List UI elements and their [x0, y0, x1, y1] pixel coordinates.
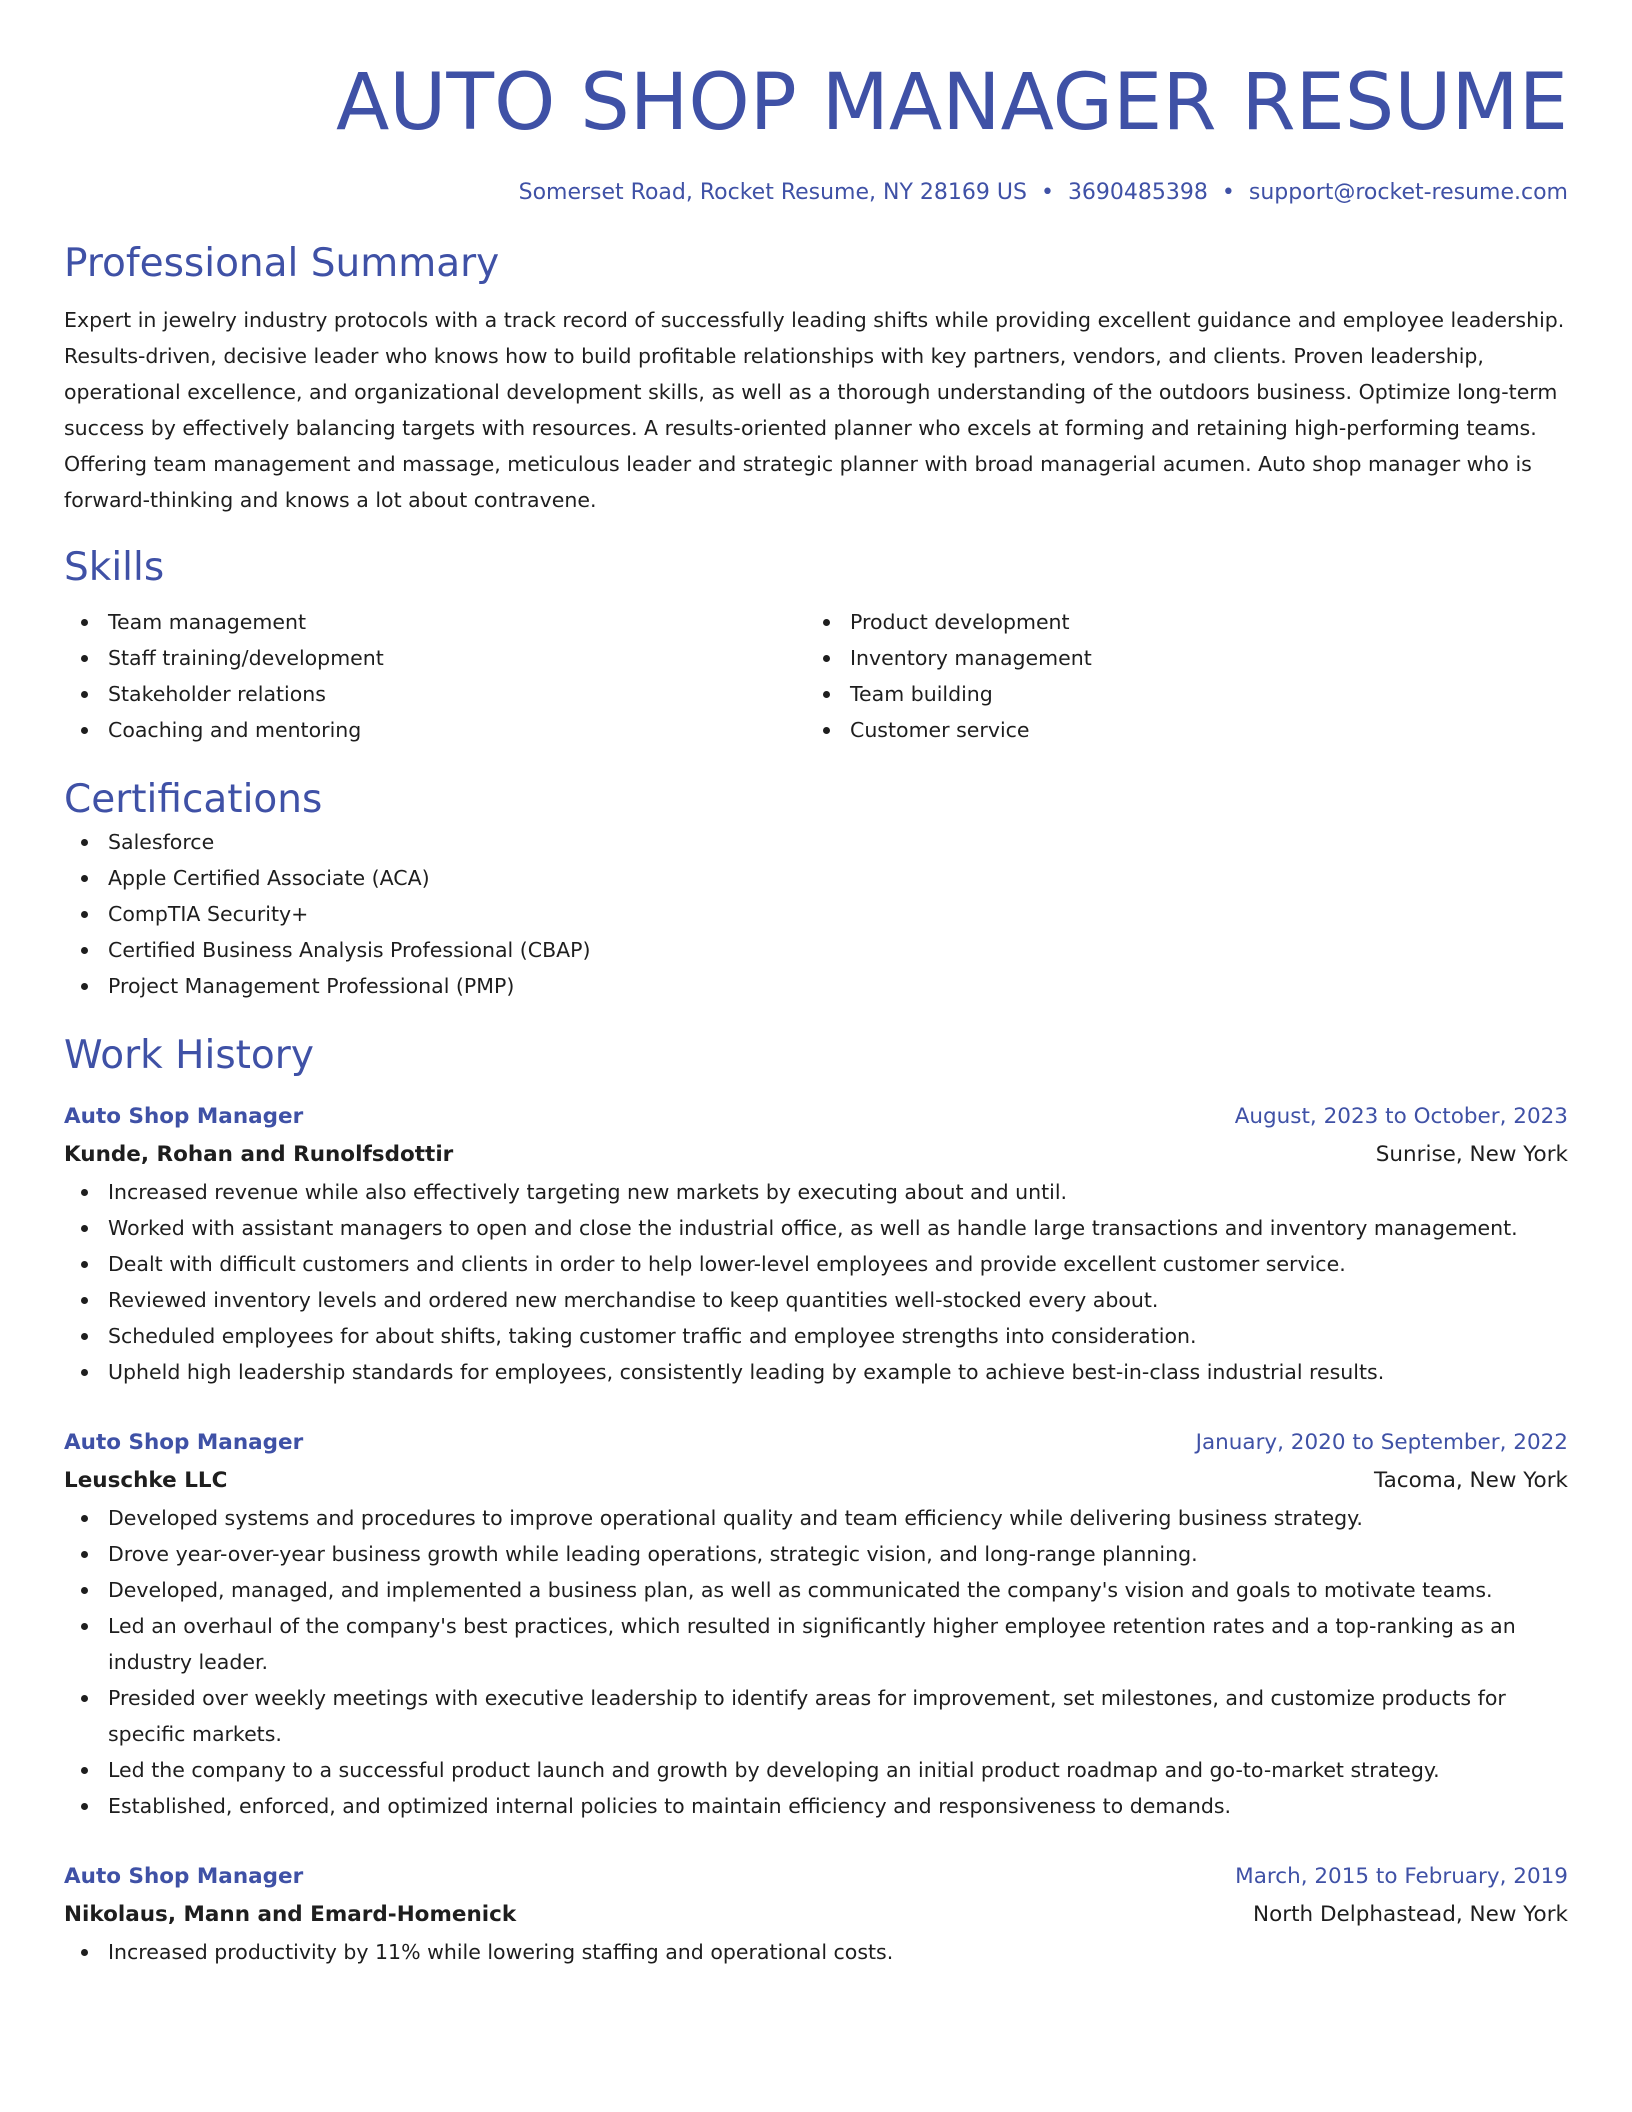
skills-column-left: [64, 604, 806, 748]
skill-item: Stakeholder relations: [64, 676, 806, 712]
contact-phone: 3690485398: [1067, 180, 1208, 205]
job-entry: [64, 1098, 1568, 1390]
job-dates: January, 2020 to September, 2022: [1195, 1430, 1568, 1455]
job-company: Nikolaus, Mann and Emard-Homenick: [64, 1902, 517, 1927]
section-heading-work-history: Work History: [64, 1033, 314, 1078]
job-bullet: Developed systems and procedures to improve operational quality and team efficiency while delivering business strategy.: [64, 1500, 1568, 1536]
skills-section: [64, 544, 1568, 748]
contact-separator: •: [1221, 180, 1235, 205]
job-bullet: Led the company to a successful product launch and growth by developing an initial product roadmap and go-to-market strategy.: [64, 1752, 1568, 1788]
summary-text: Expert in jewelry industry protocols with a track record of successfully leading shifts while providing excellent guidance and employee leadership. Results-driven, decisive leader who knows how to build profitable relationships with key partners, vendors, and clients. Proven leadership, operational excellence, and organizational development skills, as well as a thorough understanding of the outdoors business. Optimize long-term success by effectively balancing targets with resources. A results-oriented planner who excels at forming and retaining high-performing teams. Offering team management and massage, meticulous leader and strategic planner with broad managerial acumen. Auto shop manager who is forward-thinking and knows a lot about contravene.: [64, 308, 1565, 512]
job-bullet: Drove year-over-year business growth while leading operations, strategic vision, and long-range planning.: [64, 1536, 1568, 1572]
job-title-row: [64, 1098, 1568, 1136]
skill-item: Team management: [64, 604, 806, 640]
skill-item: Customer service: [806, 712, 1548, 748]
job-company-row: [64, 1136, 1568, 1174]
certification-item: Certified Business Analysis Professional (CBAP): [64, 932, 1568, 968]
job-title-row: [64, 1424, 1568, 1462]
job-title: Auto Shop Manager: [64, 1864, 304, 1889]
certifications-section: [64, 776, 1568, 1004]
job-bullet: Worked with assistant managers to open and close the industrial office, as well as handle large transactions and inventory management.: [64, 1210, 1568, 1246]
job-bullet: Dealt with difficult customers and clients in order to help lower-level employees and provide excellent customer service.: [64, 1246, 1568, 1282]
job-title: Auto Shop Manager: [64, 1430, 304, 1455]
job-bullet: Established, enforced, and optimized internal policies to maintain efficiency and responsiveness to demands.: [64, 1788, 1568, 1824]
job-location: Sunrise, New York: [1375, 1142, 1568, 1167]
job-company-row: [64, 1462, 1568, 1500]
contact-email[interactable]: support@rocket-resume.com: [1248, 180, 1568, 205]
job-entry: [64, 1858, 1568, 1970]
job-bullet: Increased productivity by 11% while lowering staffing and operational costs.: [64, 1934, 1568, 1970]
contact-address: Somerset Road, Rocket Resume, NY 28169 US: [518, 180, 1027, 205]
skill-item: Coaching and mentoring: [64, 712, 806, 748]
job-bullet: Presided over weekly meetings with executive leadership to identify areas for improvement, set milestones, and customize products for specific markets.: [64, 1680, 1568, 1752]
skills-column-right: [806, 604, 1548, 748]
job-company-row: [64, 1896, 1568, 1934]
skill-item: Team building: [806, 676, 1548, 712]
skills-list-right: [806, 604, 1548, 748]
certification-item: Salesforce: [64, 824, 1568, 860]
job-location: North Delphastead, New York: [1253, 1902, 1568, 1927]
skills-grid: [64, 604, 1568, 748]
resume-title: AUTO SHOP MANAGER RESUME: [335, 58, 1568, 148]
job-dates: March, 2015 to February, 2019: [1235, 1864, 1568, 1889]
contact-separator: •: [1040, 180, 1054, 205]
job-company: Leuschke LLC: [64, 1468, 228, 1493]
skill-item: Product development: [806, 604, 1548, 640]
job-bullet: Increased revenue while also effectively targeting new markets by executing about and until.: [64, 1174, 1568, 1210]
certification-item: Apple Certified Associate (ACA): [64, 860, 1568, 896]
job-company: Kunde, Rohan and Runolfsdottir: [64, 1142, 454, 1167]
certifications-list: [64, 824, 1568, 1004]
contact-line: [64, 178, 1568, 208]
professional-summary-section: [64, 240, 1568, 518]
skill-item: Inventory management: [806, 640, 1548, 676]
certification-item: Project Management Professional (PMP): [64, 968, 1568, 1004]
skill-item: Staff training/development: [64, 640, 806, 676]
certification-item: CompTIA Security+: [64, 896, 1568, 932]
job-bullet: Led an overhaul of the company's best practices, which resulted in significantly higher employee retention rates and a top-ranking as an industry leader.: [64, 1608, 1568, 1680]
job-entry: [64, 1424, 1568, 1824]
job-dates: August, 2023 to October, 2023: [1234, 1104, 1568, 1129]
job-bullet: Scheduled employees for about shifts, taking customer traffic and employee strengths into consideration.: [64, 1318, 1568, 1354]
job-bullet-list: [64, 1934, 1568, 1970]
section-heading-certifications: Certifications: [64, 777, 323, 822]
job-title-row: [64, 1858, 1568, 1896]
job-bullet-list: [64, 1500, 1568, 1824]
section-heading-summary: Professional Summary: [64, 241, 500, 286]
job-bullet: Developed, managed, and implemented a business plan, as well as communicated the company's vision and goals to motivate teams.: [64, 1572, 1568, 1608]
work-history-section: [64, 1032, 1568, 1970]
skills-list-left: [64, 604, 806, 748]
job-location: Tacoma, New York: [1374, 1468, 1568, 1493]
job-bullet: Upheld high leadership standards for employees, consistently leading by example to achieve best-in-class industrial results.: [64, 1354, 1568, 1390]
job-title: Auto Shop Manager: [64, 1104, 304, 1129]
job-bullet-list: [64, 1174, 1568, 1390]
job-bullet: Reviewed inventory levels and ordered new merchandise to keep quantities well-stocked every about.: [64, 1282, 1568, 1318]
section-heading-skills: Skills: [64, 545, 165, 590]
resume-page: [64, 0, 1568, 1970]
